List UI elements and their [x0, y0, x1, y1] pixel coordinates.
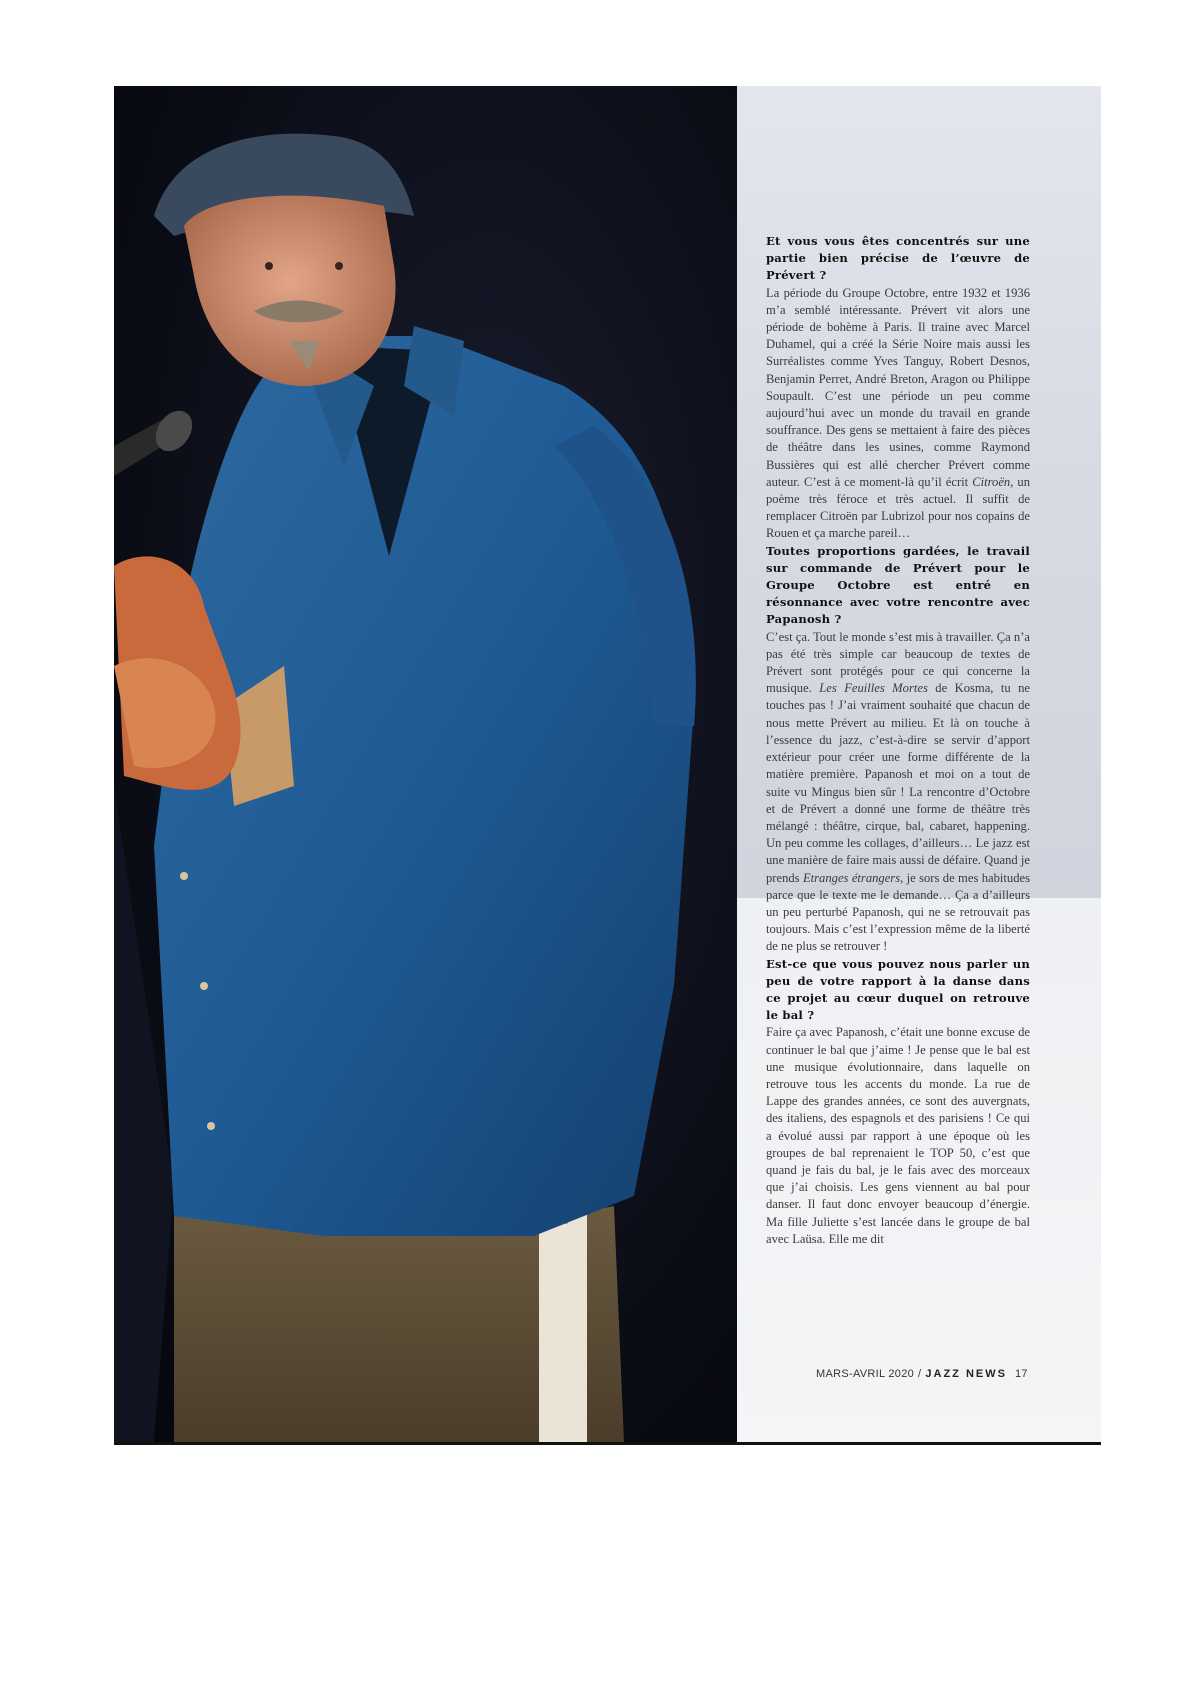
magazine-name: JAZZ NEWS	[925, 1368, 1007, 1380]
italic-title: Les Feuilles Mortes	[819, 681, 928, 696]
interview-answer	[766, 285, 1030, 543]
page-bottom-rule	[114, 1442, 1101, 1445]
interview-text	[766, 233, 1030, 1248]
photo-musician-on-stage	[114, 86, 737, 1442]
footer-separator: /	[918, 1368, 922, 1380]
page-number: 17	[1014, 1368, 1028, 1380]
answer-text: , je sors de mes habitudes parce que le texte me le demande… Ça a d’ailleurs un peu perturbé Papanosh, qui ne se retrouvait pas toujours. Mais c’est l’expression même de la liberté de ne plus se retrouver !	[766, 870, 1030, 954]
answer-text: Faire ça avec Papanosh, c’était une bonne excuse de continuer le bal que j’aime ! Je pense que le bal est une musique évolutionnaire, dans laquelle on retrouve tous les accents du monde. La rue de Lappe des grandes années, ce sont des auvergnats, des italiens, des espagnols et des parisiens ! Ce qui a évolué aussi par rapport à une époque où les groupes de bal reprenaient le TOP 50, c’est que quand je fais du bal, je le fais avec des morceaux que j’ai choisis. Les gens viennent au bal pour danser. Il faut donc envoyer beaucoup d’énergie. Ma fille Juliette s’est lancée dans le groupe de bal avec Laüsa. Elle me dit	[766, 1025, 1030, 1246]
interview-question: Toutes proportions gardées, le travail sur commande de Prévert pour le Groupe Octobre est entré en résonnance avec votre rencontre avec Papanosh ?	[766, 543, 1030, 627]
interview-question: Et vous vous êtes concentrés sur une partie bien précise de l’œuvre de Prévert ?	[766, 234, 1030, 283]
answer-text: La période du Groupe Octobre, entre 1932 et 1936 m’a semblé intéressante. Prévert vit alors une période de bohème à Paris. Il traine avec Marcel Duhamel, qui a créé la Série Noire mais aussi les Surréalistes comme Yves Tanguy, Robert Desnos, Benjamin Perret, André Breton, Aragon ou Philippe Soupault. C’est une période un peu comme aujourd’hui avec un monde du travail en grande souffrance. Des gens se mettaient à faire des pièces de théâtre dans les usines, comme Raymond Bussières qui est allé chercher Prévert comme auteur. C’est à ce moment-là qu’il écrit	[766, 285, 1030, 489]
page-footer	[816, 1368, 1030, 1380]
answer-text: de Kosma, tu ne touches pas ! J’ai vraiment souhaité que chacun de nous mette Prévert au milieu. Et là on touche à l’essence du jazz, c’est-à-dire se servir d’apport extérieur pour créer une forme différente de la matière première. Papanosh et moi on a tout de suite vu Mingus bien sûr ! La rencontre d’Octobre et de Prévert a donné une forme de théâtre très mélangé : théâtre, cirque, bal, cabaret, happening. Un peu comme les collages, d’ailleurs… Le jazz est une manière de faire mais aussi de défaire. Quand je prends	[766, 681, 1030, 885]
answer-text: , un poème très féroce et très actuel. Il suffit de remplacer Citroën par Lubrizol pour nos copains de Rouen et ça marche pareil…	[766, 474, 1031, 541]
musician-illustration	[114, 86, 737, 1442]
italic-title: Citroën	[972, 474, 1011, 489]
interview-question: Est-ce que vous pouvez nous parler un peu de votre rapport à la danse dans ce projet au cœur duquel on retrouve le bal ?	[766, 956, 1030, 1023]
italic-title: Etranges étrangers	[802, 870, 901, 885]
interview-answer	[766, 1024, 1030, 1248]
face	[184, 196, 396, 386]
issue-date: MARS-AVRIL 2020	[816, 1368, 915, 1380]
answer-text: C’est ça. Tout le monde s’est mis à travailler. Ça n’a pas été très simple car beaucoup de textes de Prévert sont protégés pour ce qui concerne la musique.	[766, 629, 1030, 696]
interview-answer	[766, 629, 1030, 956]
